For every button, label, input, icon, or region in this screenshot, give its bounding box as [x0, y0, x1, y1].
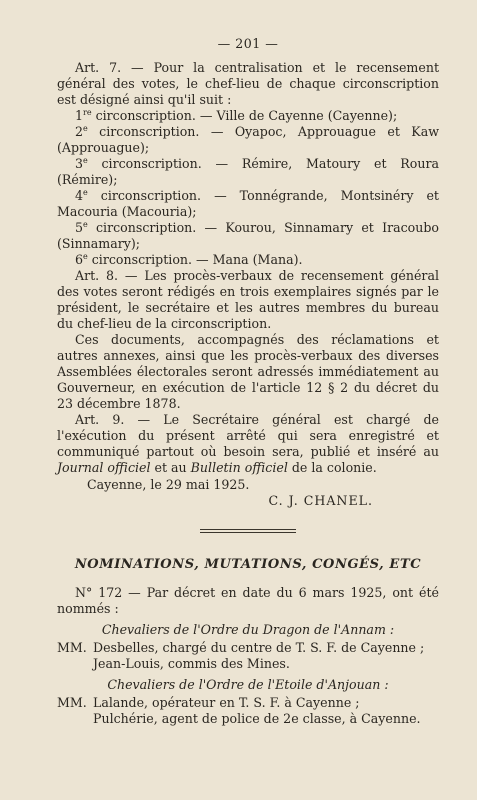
- circonscription-3: 3e circonscription. — Rémire, Matoury et Roura (Rémire);: [57, 155, 439, 187]
- date-line: Cayenne, le 29 mai 1925.: [87, 477, 250, 492]
- circonscription-6: 6e circonscription. — Mana (Mana).: [75, 251, 303, 267]
- circonscription-5: 5e circonscription. — Kourou, Sinnamary et Iracoubo (Sinnamary);: [57, 219, 439, 251]
- journal-officiel-title: Journal officiel: [57, 460, 151, 475]
- article-7-intro: Art. 7. — Pour la centralisation et le recensement général des votes, le chef-lieu de chaque circonscription est désigné ainsi qu'il suit :: [57, 60, 439, 107]
- section-divider: [200, 529, 296, 533]
- names-prefix: MM.: [57, 695, 87, 710]
- circonscription-1: 1re circonscription. — Ville de Cayenne (Cayenne);: [75, 107, 398, 123]
- names-prefix: MM.: [57, 640, 87, 655]
- article-8-annexes: Ces documents, accompagnés des réclamations et autres annexes, ainsi que les procès-verbaux des diverses Assemblées électorales seront adressés immédiatement au Gouverneur, en exécution de l'article 12 § 2 du décret du 23 décembre 1878.: [57, 332, 439, 411]
- signature: C. J. CHANEL.: [268, 493, 373, 508]
- article-9: Art. 9. — Le Secrétaire général est chargé de l'exécution du présent arrêté qui sera enregistré et communiqué partout où besoin sera, publié et inséré au Journal officiel et au Bulletin officiel de la colonie.: [57, 412, 439, 475]
- circonscription-4: 4e circonscription. — Tonnégrande, Montsinéry et Macouria (Macouria);: [57, 187, 439, 219]
- order-title-etoile-anjouan: Chevaliers de l'Ordre de l'Etoile d'Anjouan :: [107, 677, 389, 692]
- list-item: Lalande, opérateur en T. S. F. à Cayenne ;: [93, 695, 360, 710]
- list-item: Jean-Louis, commis des Mines.: [93, 656, 290, 671]
- page-number: — 201 —: [217, 36, 279, 51]
- decree-paragraph: N° 172 — Par décret en date du 6 mars 1925, ont été nommés :: [57, 585, 439, 616]
- names-list-etoile-anjouan: [57, 695, 439, 727]
- order-title-dragon-annam: Chevaliers de l'Ordre du Dragon de l'Annam :: [101, 622, 395, 637]
- list-item: Pulchérie, agent de police de 2e classe, à Cayenne.: [93, 711, 421, 726]
- section-title: NOMINATIONS, MUTATIONS, CONGÉS, ETC: [74, 557, 422, 572]
- names-list-dragon-annam: [57, 640, 439, 672]
- bulletin-officiel-title: Bulletin officiel: [190, 460, 288, 475]
- circonscription-2: 2e circonscription. — Oyapoc, Approuague et Kaw (Approuague);: [57, 123, 439, 155]
- list-item: Desbelles, chargé du centre de T. S. F. de Cayenne ;: [93, 640, 425, 655]
- article-8: Art. 8. — Les procès-verbaux de recensement général des votes seront rédigés en trois exemplaires signés par le président, le secrétaire et les autres membres du bureau du chef-lieu de la circonscription.: [57, 268, 439, 331]
